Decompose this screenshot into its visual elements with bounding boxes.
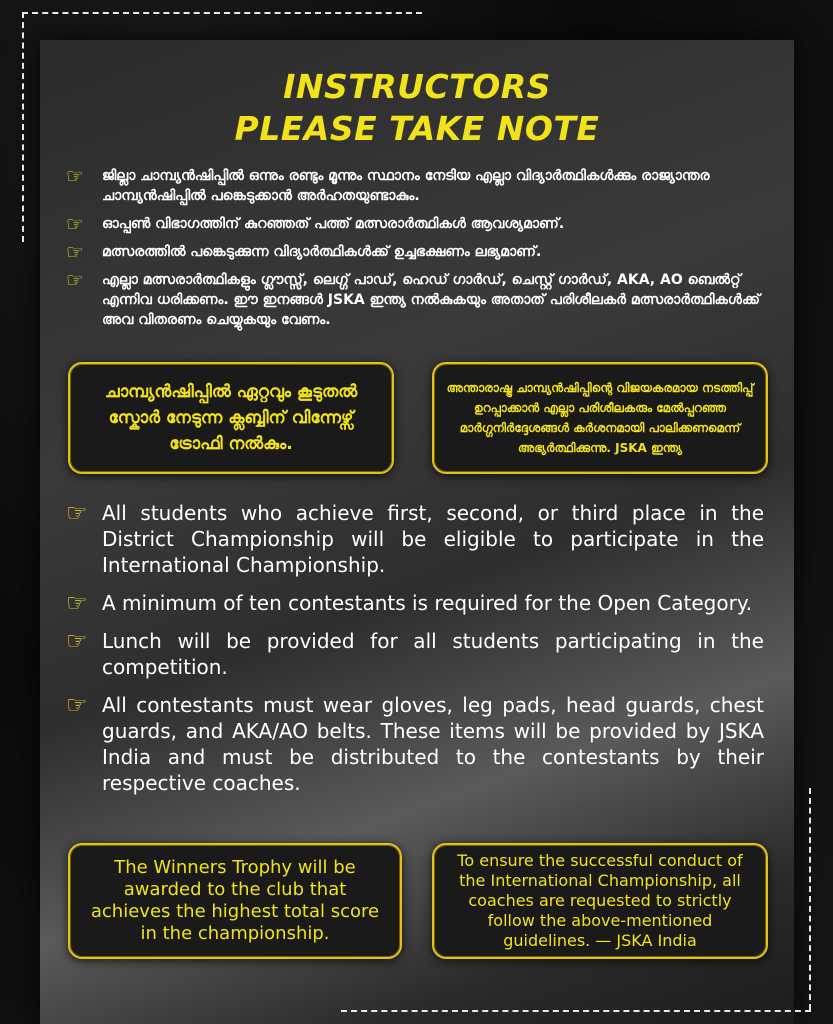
dashed-border-bottom <box>341 1010 811 1012</box>
list-item <box>64 270 764 330</box>
list-item <box>64 590 764 616</box>
title-line-2: PLEASE TAKE NOTE <box>234 109 600 148</box>
list-item <box>64 692 764 796</box>
list-item-text: All students who achieve first, second, or third place in the District Championship will be eligible to participate in the International Championship. <box>102 501 764 577</box>
list-item <box>64 242 764 262</box>
list-item <box>64 166 764 206</box>
pointing-hand-icon: ☞ <box>66 164 84 188</box>
dashed-border-right <box>809 788 811 1010</box>
request-notice-text: അന്താരാഷ്ട്ര ചാമ്പ്യൻഷിപ്പിന്റെ വിജയകരമായ നടത്തിപ്പ് ഉറപ്പാക്കാൻ എല്ലാ പരിശീലകരും മേൽപ്പറഞ്ഞ മാർഗ്ഗനിർദ്ദേശങ്ങൾ കർശനമായി പാലിക്കണമെന്ന് അഭ്യർത്ഥിക്കുന്നു. JSKA ഇന്ത്യ <box>446 381 754 455</box>
pointing-hand-icon: ☞ <box>66 691 88 719</box>
dashed-border-top <box>22 12 422 14</box>
trophy-notice-box-malayalam <box>68 362 394 474</box>
malayalam-notes-list <box>64 166 764 338</box>
trophy-notice-box-english <box>68 843 402 959</box>
list-item-text: ഓപ്പൺ വിഭാഗത്തിന് കുറഞ്ഞത് പത്ത് മത്സരാർത്ഥികൾ ആവശ്യമാണ്. <box>102 216 565 232</box>
list-item-text: A minimum of ten contestants is required for the Open Category. <box>102 591 753 615</box>
list-item-text: Lunch will be provided for all students participating in the competition. <box>102 629 764 679</box>
request-notice-box-malayalam <box>432 362 768 474</box>
pointing-hand-icon: ☞ <box>66 212 84 236</box>
request-notice-text: To ensure the successful conduct of the International Championship, all coaches are requested to strictly follow the above-mentioned guidelines. — JSKA India <box>457 851 743 950</box>
pointing-hand-icon: ☞ <box>66 240 84 264</box>
title-line-1: INSTRUCTORS <box>283 67 551 106</box>
english-notes-list <box>64 500 764 808</box>
list-item <box>64 500 764 578</box>
list-item <box>64 628 764 680</box>
list-item-text: മത്സരത്തിൽ പങ്കെടുക്കുന്ന വിദ്യാർത്ഥികൾക്ക് ഉച്ചഭക്ഷണം ലഭ്യമാണ്. <box>102 244 542 260</box>
trophy-notice-text: ചാമ്പ്യൻഷിപ്പിൽ ഏറ്റവും കൂടുതൽ സ്കോർ നേടുന്ന ക്ലബ്ബിന് വിന്നേഴ്സ് ട്രോഫി നൽകും. <box>104 382 358 454</box>
pointing-hand-icon: ☞ <box>66 499 88 527</box>
page-title <box>40 66 794 150</box>
pointing-hand-icon: ☞ <box>66 589 88 617</box>
list-item-text: ജില്ലാ ചാമ്പ്യൻഷിപ്പിൽ ഒന്നും രണ്ടും മൂന്നും സ്ഥാനം നേടിയ എല്ലാ വിദ്യാർത്ഥികൾക്കും രാജ്യാന്തര ചാമ്പ്യൻഷിപ്പിൽ പങ്കെടുക്കാൻ അർഹതയുണ്ടാകും. <box>102 168 710 204</box>
list-item-text: എല്ലാ മത്സരാർത്ഥികളും ഗ്ലൗസ്സ്, ലെഗ്ഗ് പാഡ്, ഹെഡ് ഗാർഡ്, ചെസ്റ്റ് ഗാർഡ്, AKA, AO ബെൽറ്റ് എന്നിവ ധരിക്കണം. ഈ ഇനങ്ങൾ JSKA ഇന്ത്യ നൽകുകയും അതാത് പരിശീലകർ മത്സരാർത്ഥികൾക്ക് അവ വിതരണം ചെയ്യുകയും വേണം. <box>102 272 760 328</box>
dashed-border-left <box>22 12 24 242</box>
pointing-hand-icon: ☞ <box>66 627 88 655</box>
request-notice-box-english <box>432 843 768 959</box>
trophy-notice-text: The Winners Trophy will be awarded to the club that achieves the highest total score in the championship. <box>90 857 380 944</box>
list-item <box>64 214 764 234</box>
pointing-hand-icon: ☞ <box>66 268 84 292</box>
list-item-text: All contestants must wear gloves, leg pads, head guards, chest guards, and AKA/AO belts. These items will be provided by JSKA India and must be distributed to the contestants by their respective coaches. <box>102 693 764 795</box>
